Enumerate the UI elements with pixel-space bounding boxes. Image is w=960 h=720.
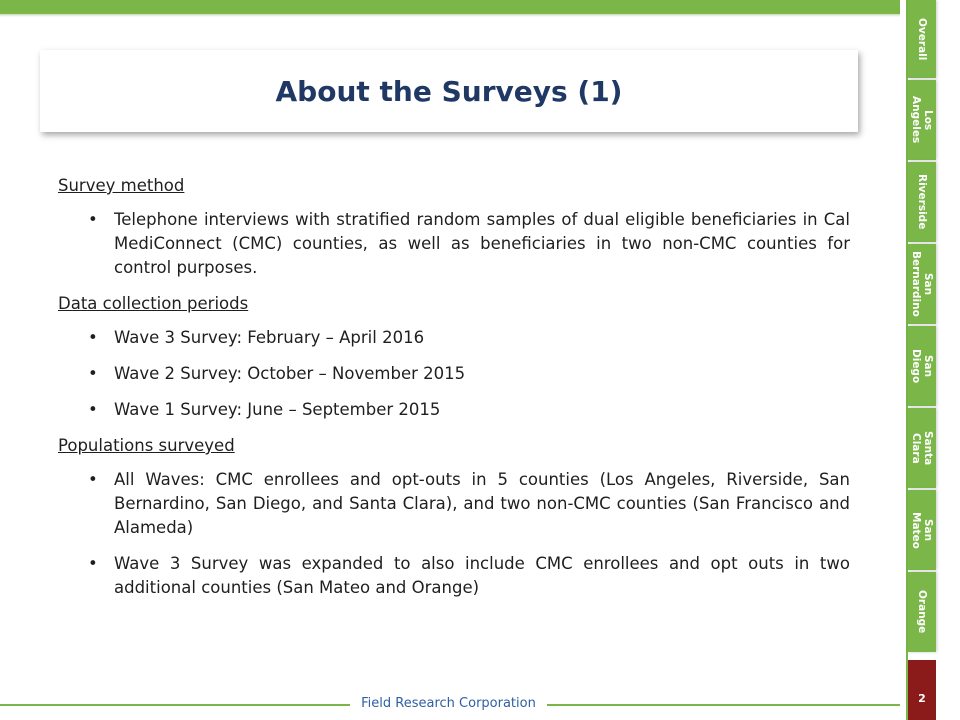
bullet-icon: • — [88, 328, 98, 347]
bullet-item — [58, 326, 850, 350]
tab-label: Orange — [916, 590, 928, 634]
tab-label: San Bernardino — [910, 251, 934, 317]
page-number: 2 — [918, 692, 926, 705]
bullet-icon: • — [88, 554, 98, 573]
tab-san-bernardino[interactable] — [908, 244, 936, 324]
bullet-item — [58, 362, 850, 386]
bullet-icon: • — [88, 470, 98, 489]
bullet-icon: • — [88, 364, 98, 383]
top-accent-bar — [0, 0, 900, 14]
section-heading: Populations surveyed — [58, 436, 235, 455]
footer-rule-left — [0, 704, 350, 706]
page-number-box — [908, 660, 936, 720]
section-data-collection — [58, 292, 850, 422]
bullet-icon: • — [88, 210, 98, 229]
tab-label: Santa Clara — [910, 430, 934, 466]
footer-company-name: Field Research Corporation — [361, 696, 536, 711]
top-accent-shadow — [0, 14, 900, 17]
bullet-text: Wave 3 Survey was expanded to also include CMC enrollees and opt outs in two additional counties (San Mateo and Orange) — [114, 554, 850, 597]
section-heading: Data collection periods — [58, 294, 249, 313]
bullet-text: Telephone interviews with stratified random samples of dual eligible beneficiaries in Cal MediConnect (CMC) counties, as well as beneficiaries in two non-CMC counties for control purposes. — [114, 210, 850, 277]
tab-san-mateo[interactable] — [908, 490, 936, 570]
tab-label: Los Angeles — [910, 96, 934, 144]
bullet-item — [58, 552, 850, 600]
slide-content — [58, 174, 850, 612]
tab-label: San Diego — [910, 348, 934, 384]
tab-orange[interactable] — [908, 572, 936, 652]
tab-santa-clara[interactable] — [908, 408, 936, 488]
section-survey-method — [58, 174, 850, 280]
bullet-item — [58, 208, 850, 280]
bullet-text: Wave 3 Survey: February – April 2016 — [114, 328, 425, 347]
tab-los-angeles[interactable] — [908, 80, 936, 160]
bullet-item — [58, 468, 850, 540]
slide-title: About the Surveys (1) — [275, 74, 623, 108]
bullet-text: Wave 2 Survey: October – November 2015 — [114, 364, 466, 383]
bullet-icon: • — [88, 400, 98, 419]
bullet-text: All Waves: CMC enrollees and opt-outs in 5 counties (Los Angeles, Riverside, San Bernardino, San Diego, and Santa Clara), and two non-CMC counties (San Francisco and Alameda) — [114, 470, 850, 537]
bullet-text: Wave 1 Survey: June – September 2015 — [114, 400, 441, 419]
tab-label: Riverside — [916, 174, 928, 230]
bullet-item — [58, 398, 850, 422]
tab-label: San Mateo — [910, 511, 934, 549]
tab-overall[interactable] — [908, 0, 936, 78]
county-nav-sidebar — [908, 0, 960, 720]
tab-riverside[interactable] — [908, 162, 936, 242]
section-populations — [58, 434, 850, 600]
section-heading: Survey method — [58, 176, 185, 195]
tab-label: Overall — [916, 17, 928, 61]
tab-san-diego[interactable] — [908, 326, 936, 406]
title-box — [40, 50, 858, 132]
footer-rule-right — [547, 704, 900, 706]
